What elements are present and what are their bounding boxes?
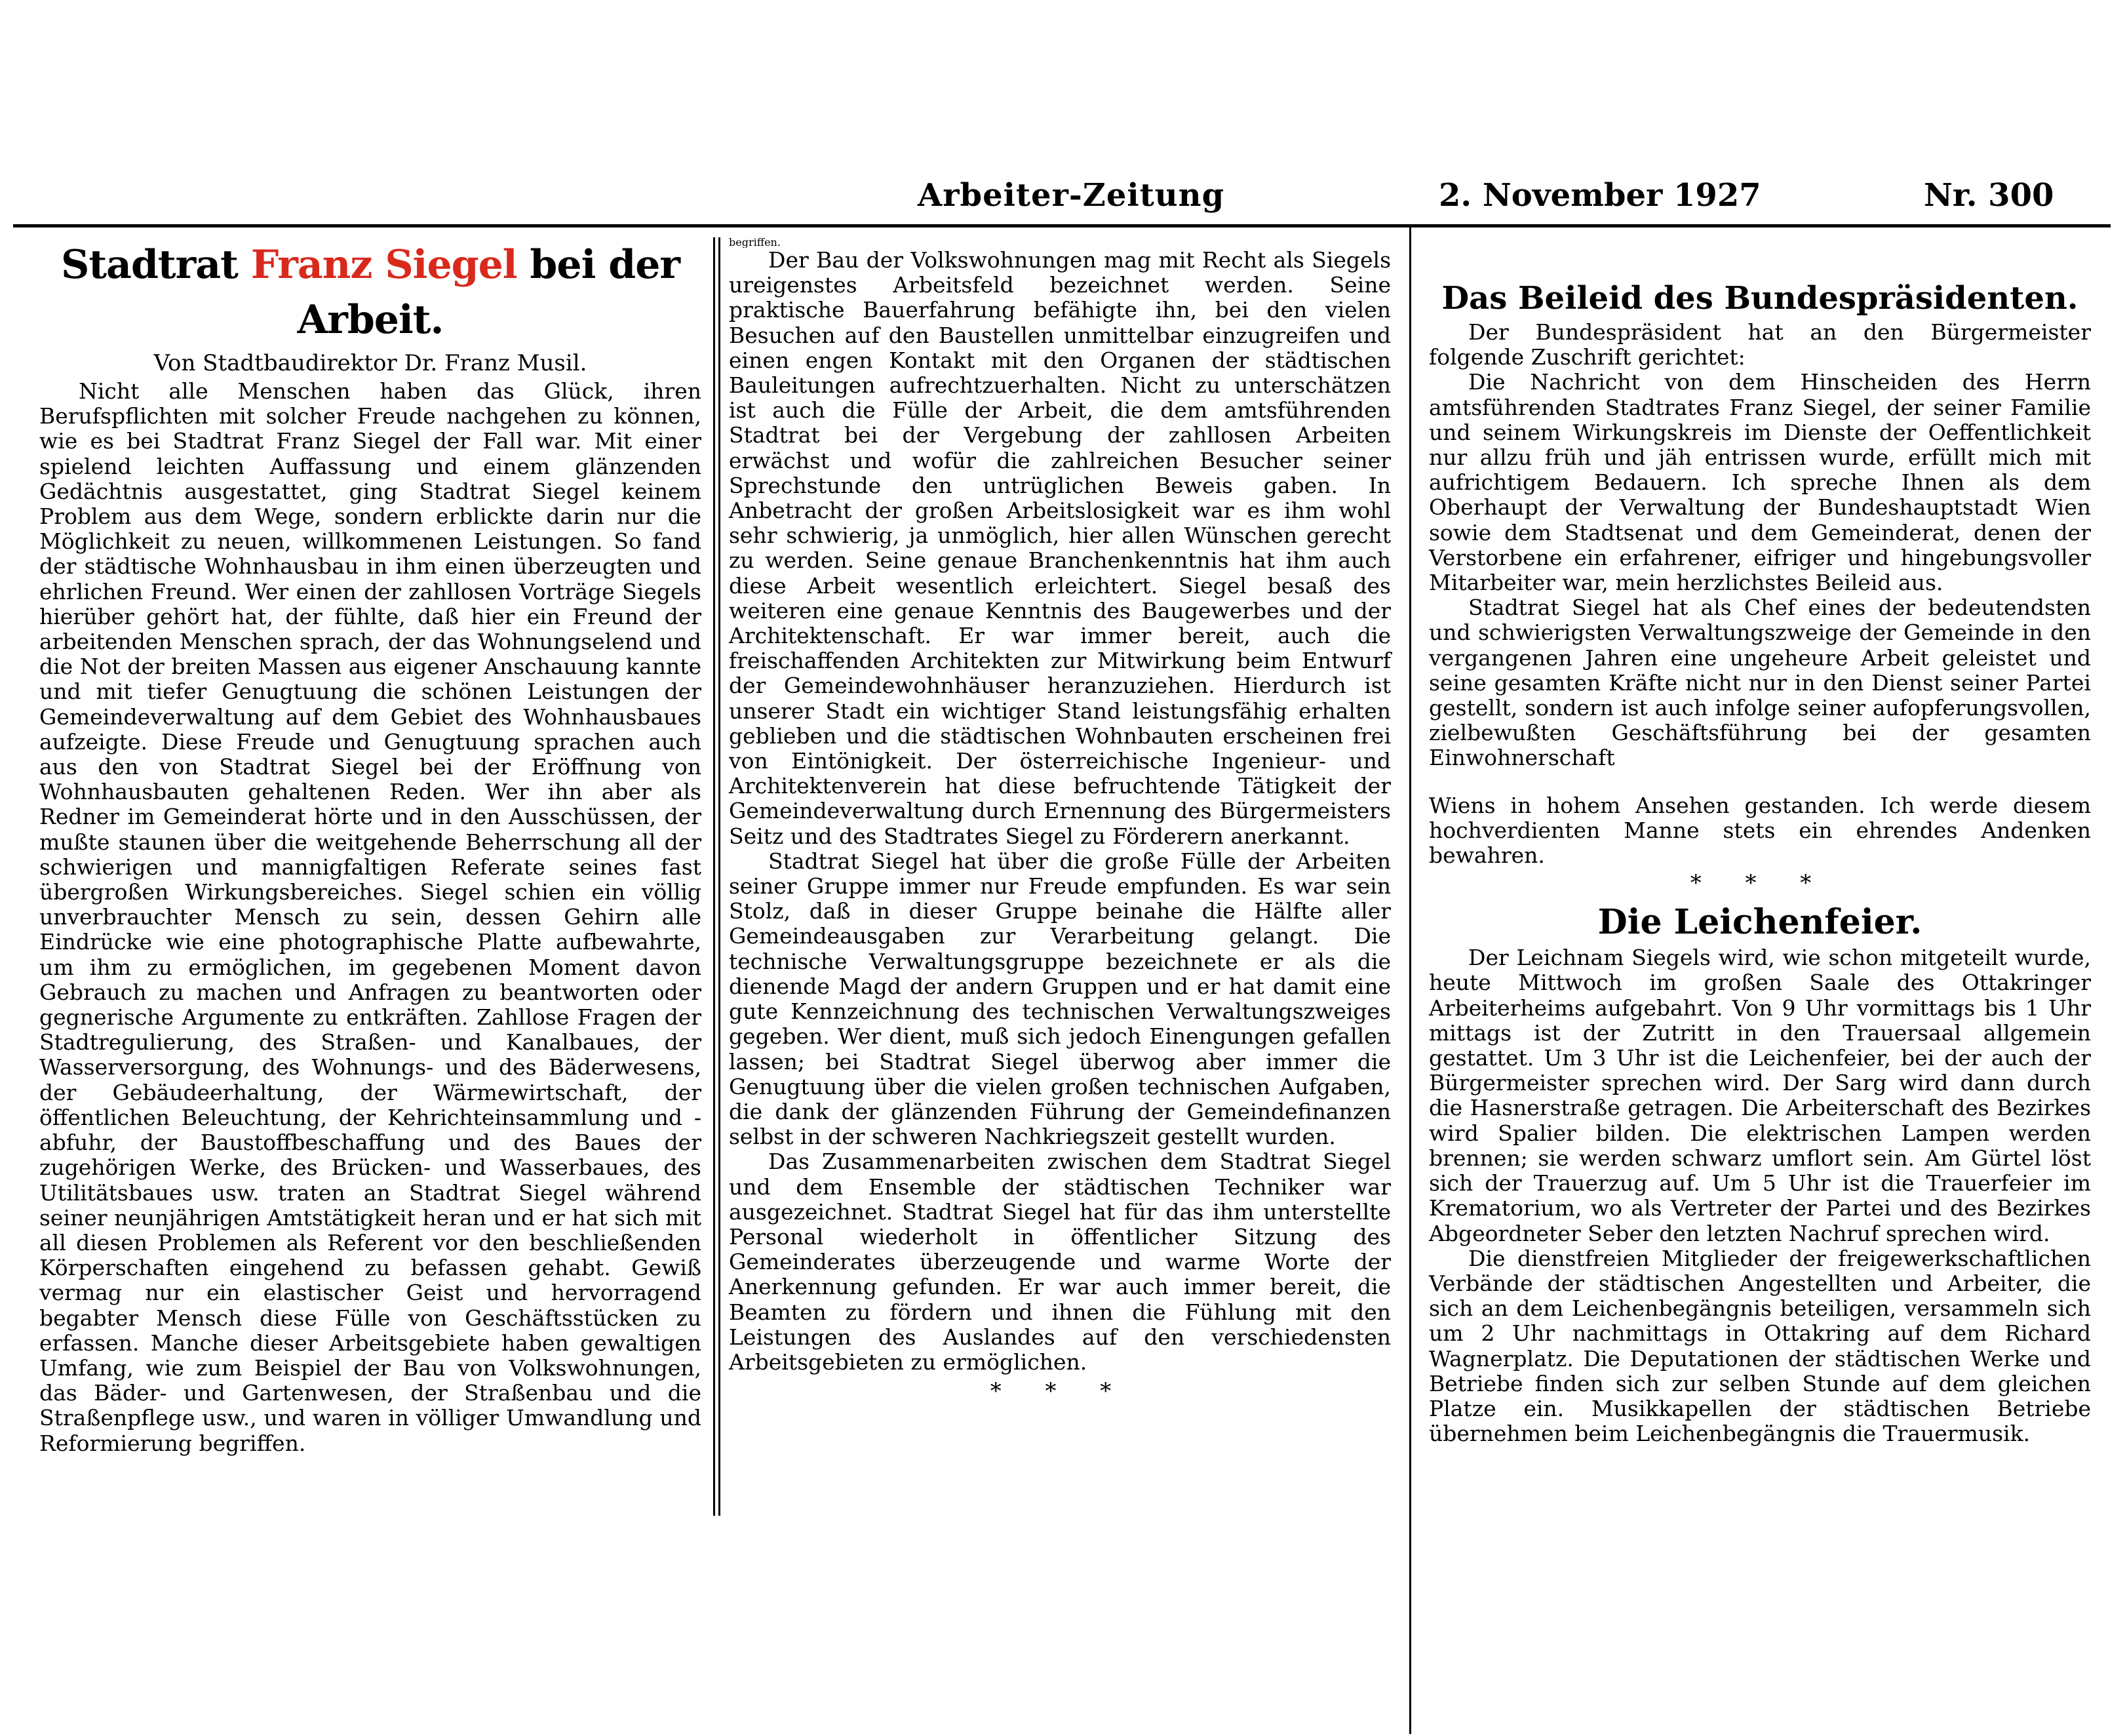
article-paragraph: Stadtrat Siegel hat als Chef eines der bedeutendsten und schwierigsten Verwaltungszweige der Gemeinde in den vergangenen Jahren eine ungeheure Arbeit geleistet und seine gesamten Kräfte nicht nur in den Dienst seiner Partei gestellt, sondern ist auch infolge seiner aufopferungsvollen, zielbewußten Geschäftsführung bei der gesamten Einwohnerschaft bbox=[1429, 595, 2091, 771]
article-paragraph: Der Bau der Volkswohnungen mag mit Recht als Siegels ureigenstes Arbeitsfeld bezeichnet werden. Seine praktische Bauerfahrung befähigte ihn, bei den vielen Besuchen auf den Baustellen unmittelbar einzugreifen und einen engen Kontakt mit den Organen der städtischen Bauleitungen aufrechtzuerhalten. Nicht zu unterschätzen ist auch die Fülle der Arbeit, die dem amtsführenden Stadtrat bei der Vergebung der zahllosen Arbeiten erwächst und wofür die zahlreichen Besucher seiner Sprechstunde den untrüglichen Beweis gaben. In Anbetracht der großen Arbeitslosigkeit war es ihm wohl sehr schwierig, ja unmöglich, hier allen Wünschen gerecht zu werden. Seine genaue Branchenkenntnis hat ihm auch diese Arbeit wesentlich erleichtert. Siegel besaß des weiteren eine genaue Kenntnis des Baugewerbes und der Architektenschaft. Er war immer bereit, auch die freischaffenden Architekten zur Mitwirkung beim Entwurf der Gemeindewohnhäuser heranzuziehen. Hierdurch ist unserer Stadt ein wichtiger Stand leistungsfähig erhalten geblieben und die städtischen Wohnbauten erscheinen frei von Eintönigkeit. Der österreichische Ingenieur- und Architektenverein hat diese befruchtende Tätigkeit der Gemeindeverwaltung durch Ernennung des Bürgermeisters Seitz und des Stadtrates Siegel zu Förderern anerkannt. bbox=[729, 247, 1391, 849]
carry-over-text: begriffen. bbox=[729, 237, 781, 248]
article-headline: Stadtrat Franz Siegel bei der Arbeit. bbox=[61, 242, 680, 343]
article-paragraph: Das Zusammenarbeiten zwischen dem Stadtrat Siegel und dem Ensemble der städtischen Techniker war ausgezeichnet. Stadtrat Siegel hat für das ihm unterstellte Personal wiederholt in öffentlicher Sitzung des Gemeinderates überzeugende und warme Worte der Anerkennung gefunden. Er war auch immer bereit, die Beamten zu fördern und ihnen die Fühlung mit den Leistungen des Auslandes auf den verschiedensten Arbeitsgebieten zu ermöglichen. bbox=[729, 1149, 1391, 1375]
column-rule-right bbox=[1409, 226, 1411, 1734]
column-rule-left bbox=[713, 237, 715, 1516]
issue-date: 2. November 1927 bbox=[1439, 177, 1761, 214]
article-siegel-column-2 bbox=[729, 237, 1391, 1405]
article-paragraph: Wiens in hohem Ansehen gestanden. Ich werde diesem hochverdienten Manne stets ein ehrendes Andenken bewahren. bbox=[1429, 792, 2091, 869]
article-paragraph: Der Leichnam Siegels wird, wie schon mitgeteilt wurde, heute Mittwoch im großen Saale des Ottakringer Arbeiterheims aufgebahrt. Von 9 Uhr vormittags bis 1 Uhr mittags ist der Zutritt in den Trauersaal allgemein gestattet. Um 3 Uhr ist die Leichenfeier, bei der auch der Bürgermeister sprechen wird. Der Sarg wird dann durch die Hasnerstraße getragen. Die Arbeiterschaft des Bezirkes wird Spalier bilden. Die elektrischen Lampen werden brennen; sie werden schwarz umflort sein. Am Gürtel löst sich der Trauerzug auf. Um 5 Uhr ist die Trauerfeier im Krematorium, wo als Vertreter der Partei und des Bezirkes Abgeordneter Seber den letzten Nachruf sprechen wird. bbox=[1429, 945, 2091, 1246]
article-paragraph: Stadtrat Siegel hat über die große Fülle der Arbeiten seiner Gruppe immer nur Freude empfunden. Es war sein Stolz, daß in dieser Gruppe beinahe die Hälfte aller Gemeindeausgaben zur Verarbeitung gelangt. Die technische Verwaltungsgruppe bezeichnete er als die dienende Magd der andern Gruppen und er hat damit eine gute Kennzeichnung des technischen Verwaltungszweiges gegeben. Wer dient, muß sich jedoch Einengungen gefallen lassen; bei Stadtrat Siegel überwog aber immer die Genugtuung über die vielen großen technischen Aufgaben, die dank der glänzenden Führung der Gemeindefinanzen selbst in der schweren Nachkriegszeit gestellt wurden. bbox=[729, 848, 1391, 1150]
issue-number: Nr. 300 bbox=[1924, 177, 2054, 214]
byline: Von Stadtbaudirektor Dr. Franz Musil. bbox=[153, 350, 587, 376]
section-separator: * * * bbox=[990, 1378, 1130, 1405]
section-separator: * * * bbox=[1690, 870, 1830, 897]
masthead-rule bbox=[13, 224, 2111, 227]
article-paragraph: Der Bundespräsident hat an den Bürgermeister folgende Zuschrift gerichtet: bbox=[1429, 319, 2091, 370]
article-headline-leichenfeier: Die Leichenfeier. bbox=[1597, 902, 1922, 943]
headline-name: Franz Siegel bbox=[250, 242, 517, 288]
newspaper-title: Arbeiter-Zeitung bbox=[918, 177, 1225, 214]
article-paragraph: Die Nachricht von dem Hinscheiden des Herrn amtsführenden Stadtrates Franz Siegel, der seiner Familie und seinem Wirkungskreis im Dienste der Oeffentlichkeit nur allzu früh und jäh entrissen wurde, erfüllt mich mit aufrichtigem Bedauern. Ich spreche Ihnen als dem Oberhaupt der Verwaltung der Bundeshauptstadt Wien sowie dem Stadtsenat und dem Gemeinderat, denen der Verstorbene ein erfahrener, eifriger und hingebungsvoller Mitarbeiter war, mein herzlichstes Beileid aus. bbox=[1429, 369, 2091, 596]
article-siegel-column-1 bbox=[39, 237, 701, 1456]
news-column-3 bbox=[1429, 237, 2091, 1446]
article-paragraph: Nicht alle Menschen haben das Glück, ihren Berufspflichten mit solcher Freude nachgehen zu können, wie es bei Stadtrat Franz Siegel der Fall war. Mit einer spielend leichten Auffassung und einem glänzenden Gedächtnis ausgestattet, ging Stadtrat Siegel keinem Problem aus dem Wege, sondern erblickte darin nur die Möglichkeit zu neuen, willkommenen Leistungen. So fand der städtische Wohnhausbau in ihm einen überzeugten und ehrlichen Freund. Wer einen der zahllosen Vorträge Siegels hierüber gehört hat, der fühlte, daß hier ein Freund der arbeitenden Menschen sprach, der das Wohnungselend und die Not der breiten Massen aus eigener Anschauung kannte und mit tiefer Genugtuung die schönen Leistungen der Gemeindeverwaltung auf dem Gebiet des Wohnhausbaues aufzeigte. Diese Freude und Genugtuung sprachen auch aus den von Stadtrat Siegel bei der Eröffnung von Wohnhausbauten gehaltenen Reden. Wer ihn aber als Redner im Gemeinderat hörte und in den Ausschüssen, der mußte staunen über die weitgehende Beherrschung all der schwierigen und mannigfaltigen Referate seines fast übergroßen Wirkungsbereiches. Siegel schien ein völlig unverbrauchter Mensch zu sein, dessen Gehirn alle Eindrücke wie eine photographische Platte aufbewahrte, um ihm zu ermöglichen, im gegebenen Moment davon Gebrauch zu machen und Anfragen zu beantworten oder gegnerische Argumente zu entkräften. Zahllose Fragen der Stadtregulierung, des Straßen- und Kanalbaues, der Wasserversorgung, des Wohnungs- und des Bäderwesens, der Gebäudeerhaltung, der Wärmewirtschaft, der öffentlichen Beleuchtung, der Kehrichteinsammlung und -abfuhr, der Baustoffbeschaffung und des Baues der zugehörigen Werke, des Brücken- und Wasserbaues, des Utilitätsbaues usw. traten an Stadtrat Siegel während seiner neunjährigen Amtstätigkeit heran und er hat sich mit all diesen Problemen als Referent vor den beschließenden Körperschaften eingehend zu befassen gehabt. Gewiß vermag nur ein elastischer Geist und hervorragend begabter Mensch diese Fülle von Geschäftsstücken zu erfassen. Manche dieser Arbeitsgebiete haben gewaltigen Umfang, wie zum Beispiel der Bau von Volkswohnungen, das Bäder- und Gartenwesen, der Straßenbau und die Straßenpflege usw., und waren in völliger Umwandlung und Reformierung begriffen. bbox=[39, 378, 701, 1456]
article-headline-beileid: Das Beileid des Bundespräsidenten. bbox=[1441, 280, 2078, 317]
column-rule-left-double bbox=[718, 237, 720, 1516]
article-paragraph: Die dienstfreien Mitglieder der freigewerkschaftlichen Verbände der städtischen Angestellten und Arbeiter, die sich an dem Leichenbegängnis beteiligen, versammeln sich um 2 Uhr nachmittags in Ottakring auf dem Richard Wagnerplatz. Die Deputationen der städtischen Werke und Betriebe finden sich zur selben Stunde auf dem gleichen Platze ein. Musikkapellen der städtischen Betriebe übernehmen beim Leichenbegängnis die Trauermusik. bbox=[1429, 1245, 2091, 1447]
